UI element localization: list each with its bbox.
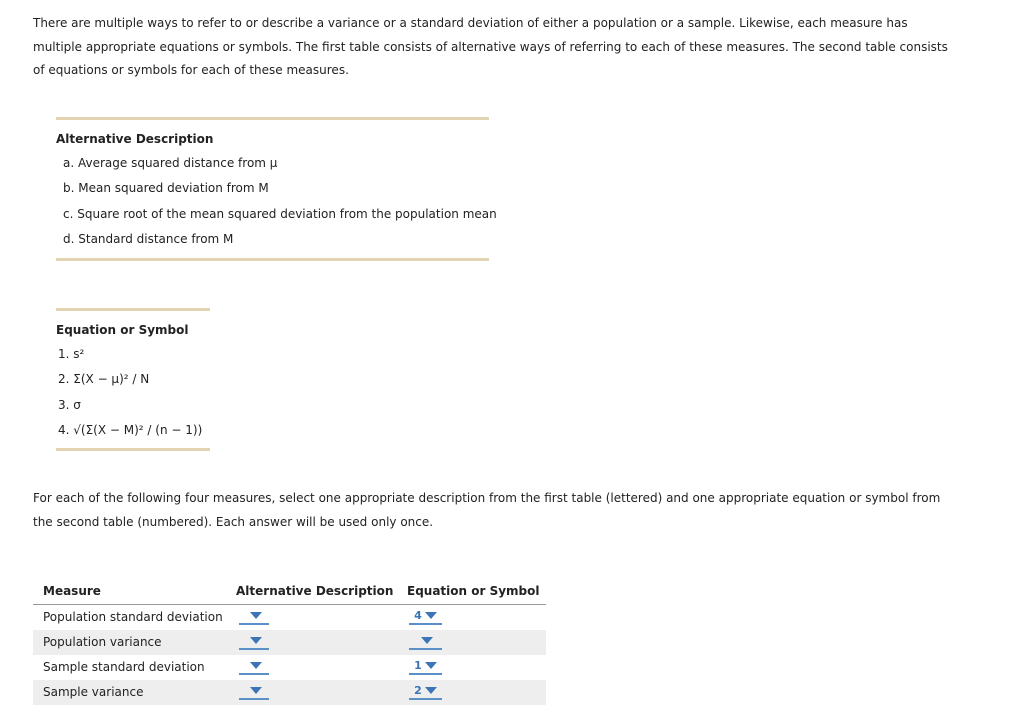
dropdown-arrow-icon bbox=[250, 612, 262, 619]
table-title: Equation or Symbol bbox=[56, 323, 189, 337]
list-item: b. Mean squared deviation from M bbox=[63, 181, 269, 195]
table-bottom-divider bbox=[56, 448, 210, 451]
measure-label: Sample variance bbox=[43, 685, 144, 699]
list-item: c. Square root of the mean squared deviation from the population mean bbox=[63, 207, 497, 221]
header-equation: Equation or Symbol bbox=[407, 584, 540, 598]
equation-dropdown[interactable] bbox=[409, 608, 442, 625]
list-item: 3. σ bbox=[58, 398, 81, 412]
alternative-description-table bbox=[56, 117, 497, 263]
dropdown-value: 4 bbox=[414, 609, 422, 622]
answer-grid bbox=[33, 580, 546, 705]
equation-dropdown[interactable] bbox=[409, 633, 442, 650]
equation-dropdown[interactable] bbox=[409, 658, 442, 675]
instructions-text: For each of the following four measures, select one appropriate description from the first table (lettered) and one appropriate equation or symbol from the second table (numbered). Each answer will be used only once. bbox=[33, 491, 941, 529]
table-title: Alternative Description bbox=[56, 132, 214, 146]
dropdown-arrow-icon bbox=[425, 662, 437, 669]
table-row bbox=[33, 680, 546, 705]
list-item: a. Average squared distance from μ bbox=[63, 156, 278, 170]
intro-text: There are multiple ways to refer to or describe a variance or a standard deviation of either a population or a sample. Likewise, each measure has multiple appropriate equations or symbols. The first table consists of alternative ways of referring to each of these measures. The second table consists of equations or symbols for each of these measures. bbox=[33, 16, 948, 77]
measure-label: Population variance bbox=[43, 635, 162, 649]
table-row bbox=[33, 655, 546, 680]
equation-dropdown[interactable] bbox=[409, 683, 442, 700]
grid-header bbox=[33, 580, 546, 605]
list-item: 1. s² bbox=[58, 347, 85, 361]
header-measure: Measure bbox=[43, 584, 101, 598]
list-item: d. Standard distance from M bbox=[63, 232, 234, 246]
dropdown-arrow-icon bbox=[425, 612, 437, 619]
table-top-divider bbox=[56, 117, 489, 120]
table-top-divider bbox=[56, 308, 210, 311]
dropdown-arrow-icon bbox=[421, 637, 433, 644]
dropdown-value: 1 bbox=[414, 659, 422, 672]
dropdown-arrow-icon bbox=[250, 662, 262, 669]
dropdown-value: 2 bbox=[414, 684, 422, 697]
dropdown-arrow-icon bbox=[425, 687, 437, 694]
description-dropdown[interactable] bbox=[239, 633, 269, 650]
description-dropdown[interactable] bbox=[239, 658, 269, 675]
table-row bbox=[33, 630, 546, 655]
measure-label: Population standard deviation bbox=[43, 610, 223, 624]
list-item: 2. Σ(X − μ)² / N bbox=[58, 372, 150, 386]
table-bottom-divider bbox=[56, 258, 489, 261]
list-item: 4. √(Σ(X − M)² / (n − 1)) bbox=[58, 423, 203, 437]
header-description: Alternative Description bbox=[236, 584, 394, 598]
description-dropdown[interactable] bbox=[239, 683, 269, 700]
dropdown-arrow-icon bbox=[250, 687, 262, 694]
description-dropdown[interactable] bbox=[239, 608, 269, 625]
dropdown-arrow-icon bbox=[250, 637, 262, 644]
table-row bbox=[33, 605, 546, 630]
equation-symbol-table bbox=[56, 308, 210, 454]
measure-label: Sample standard deviation bbox=[43, 660, 205, 674]
